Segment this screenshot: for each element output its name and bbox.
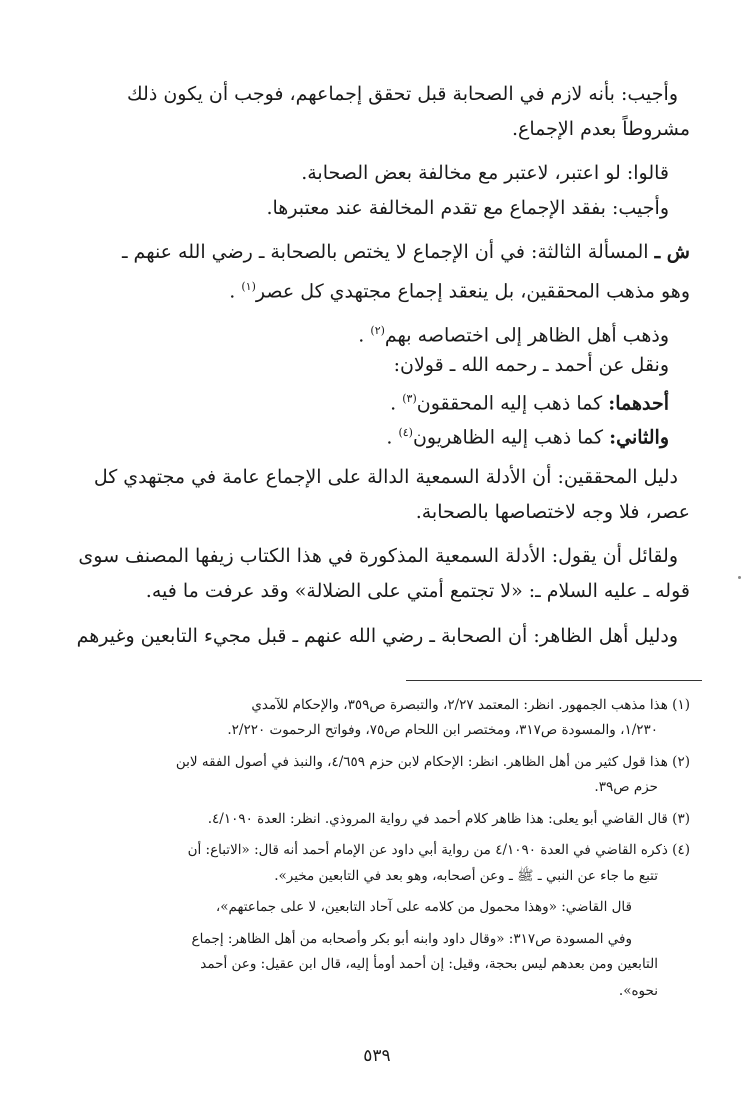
body-text: . <box>386 426 393 449</box>
footnote-line: حزم ص٣٩. <box>594 779 658 795</box>
body-line <box>229 272 690 306</box>
footnote-line: (٤) ذكره القاضي في العدة ٤/١٠٩٠ من رواية أبي داود عن الإمام أحمد أنه قال: «الاتباع: أن <box>187 842 690 858</box>
body-line: مشروطاً بعدم الإجماع. <box>512 118 690 140</box>
body-line: وأجيب: بأنه لازم في الصحابة قبل تحقق إجماعهم، فوجب أن يكون ذلك <box>127 83 678 105</box>
body-text: المسألة الثالثة: في أن الإجماع لا يختص بالصحابة ـ رضي الله عنهم ـ <box>121 241 649 263</box>
footnote-line: تتبع ما جاء عن النبي ـ ﷺ ـ وعن أصحابه، وهو بعد في التابعين مخير». <box>274 868 658 884</box>
footnote-line: ١/٢٣٠، والمسودة ص٣١٧، ومختصر ابن اللحام ص٧٥، وفواتح الرحموت ٢/٢٢٠. <box>227 722 658 738</box>
footnote-line: (٢) هذا قول كثير من أهل الظاهر. انظر: الإحكام لابن حزم ٤/٦٥٩، والنبذ في أصول الفقه لابن <box>175 754 690 770</box>
body-text: . <box>358 324 365 347</box>
body-line: ودليل أهل الظاهر: أن الصحابة ـ رضي الله عنهم ـ قبل مجيء التابعين وغيرهم <box>76 625 678 647</box>
body-line: دليل المحققين: أن الأدلة السمعية الدالة على الإجماع عامة في مجتهدي كل <box>93 466 678 488</box>
footnote-line: وفي المسودة ص٣١٧: «وقال داود وابنه أبو بكر وأصحابه من أهل الظاهر: إجماع <box>191 931 632 947</box>
body-line: عصر، فلا وجه لاختصاصها بالصحابة. <box>415 501 690 523</box>
body-text: وهو مذهب المحققين، بل ينعقد إجماع مجتهدي كل عصر <box>255 280 690 303</box>
footnote-ref: (٢) <box>370 324 385 337</box>
body-text: كما ذهب إليه الظاهريون <box>412 426 604 449</box>
body-line <box>386 418 669 452</box>
body-text: . <box>390 392 397 415</box>
body-line <box>390 384 669 418</box>
body-line: ولقائل أن يقول: الأدلة السمعية المذكورة في هذا الكتاب زيفها المصنف سوى <box>78 545 678 567</box>
body-line: وأجيب: بفقد الإجماع مع تقدم المخالفة عند معتبرها. <box>266 197 669 219</box>
sharh-marker: ش ـ <box>654 241 690 263</box>
body-line: قالوا: لو اعتبر، لاعتبر مع مخالفة بعض الصحابة. <box>301 162 669 184</box>
body-text: كما ذهب إليه المحققون <box>416 392 603 415</box>
page-number: ٥٣٩ <box>363 1046 391 1066</box>
footnote-line: التابعين ومن بعدهم ليس بحجة، وقيل: إن أحمد أومأ إليه، قال ابن عقيل: وعن أحمد <box>200 956 658 972</box>
body-label: أحدهما: <box>608 392 669 415</box>
body-line <box>122 237 690 267</box>
footnote-line: (١) هذا مذهب الجمهور. انظر: المعتمد ٢/٢٧، والتبصرة ص٣٥٩، والإحكام للآمدي <box>251 697 690 713</box>
footnote-line: نحوه». <box>618 983 658 999</box>
body-text: وذهب أهل الظاهر إلى اختصاصه بهم <box>384 324 669 347</box>
footnote-separator <box>406 680 702 681</box>
footnote-ref: (١) <box>241 280 256 293</box>
footnote-ref: (٣) <box>402 392 417 405</box>
footnote-ref: (٤) <box>398 426 413 439</box>
footnote-line: (٣) قال القاضي أبو يعلى: هذا ظاهر كلام أحمد في رواية المروذي. انظر: العدة ٤/١٠٩٠. <box>207 811 690 827</box>
margin-dot <box>738 576 741 579</box>
body-line <box>358 316 669 350</box>
body-label: والثاني: <box>609 426 669 449</box>
footnote-line: قال القاضي: «وهذا محمول من كلامه على آحاد التابعين، لا على جماعتهم»، <box>215 899 632 915</box>
body-line: قوله ـ عليه السلام ـ: «لا تجتمع أمتي على الضلالة» وقد عرفت ما فيه. <box>145 580 690 602</box>
body-text: . <box>229 280 236 303</box>
body-line: ونقل عن أحمد ـ رحمه الله ـ قولان: <box>393 354 669 376</box>
